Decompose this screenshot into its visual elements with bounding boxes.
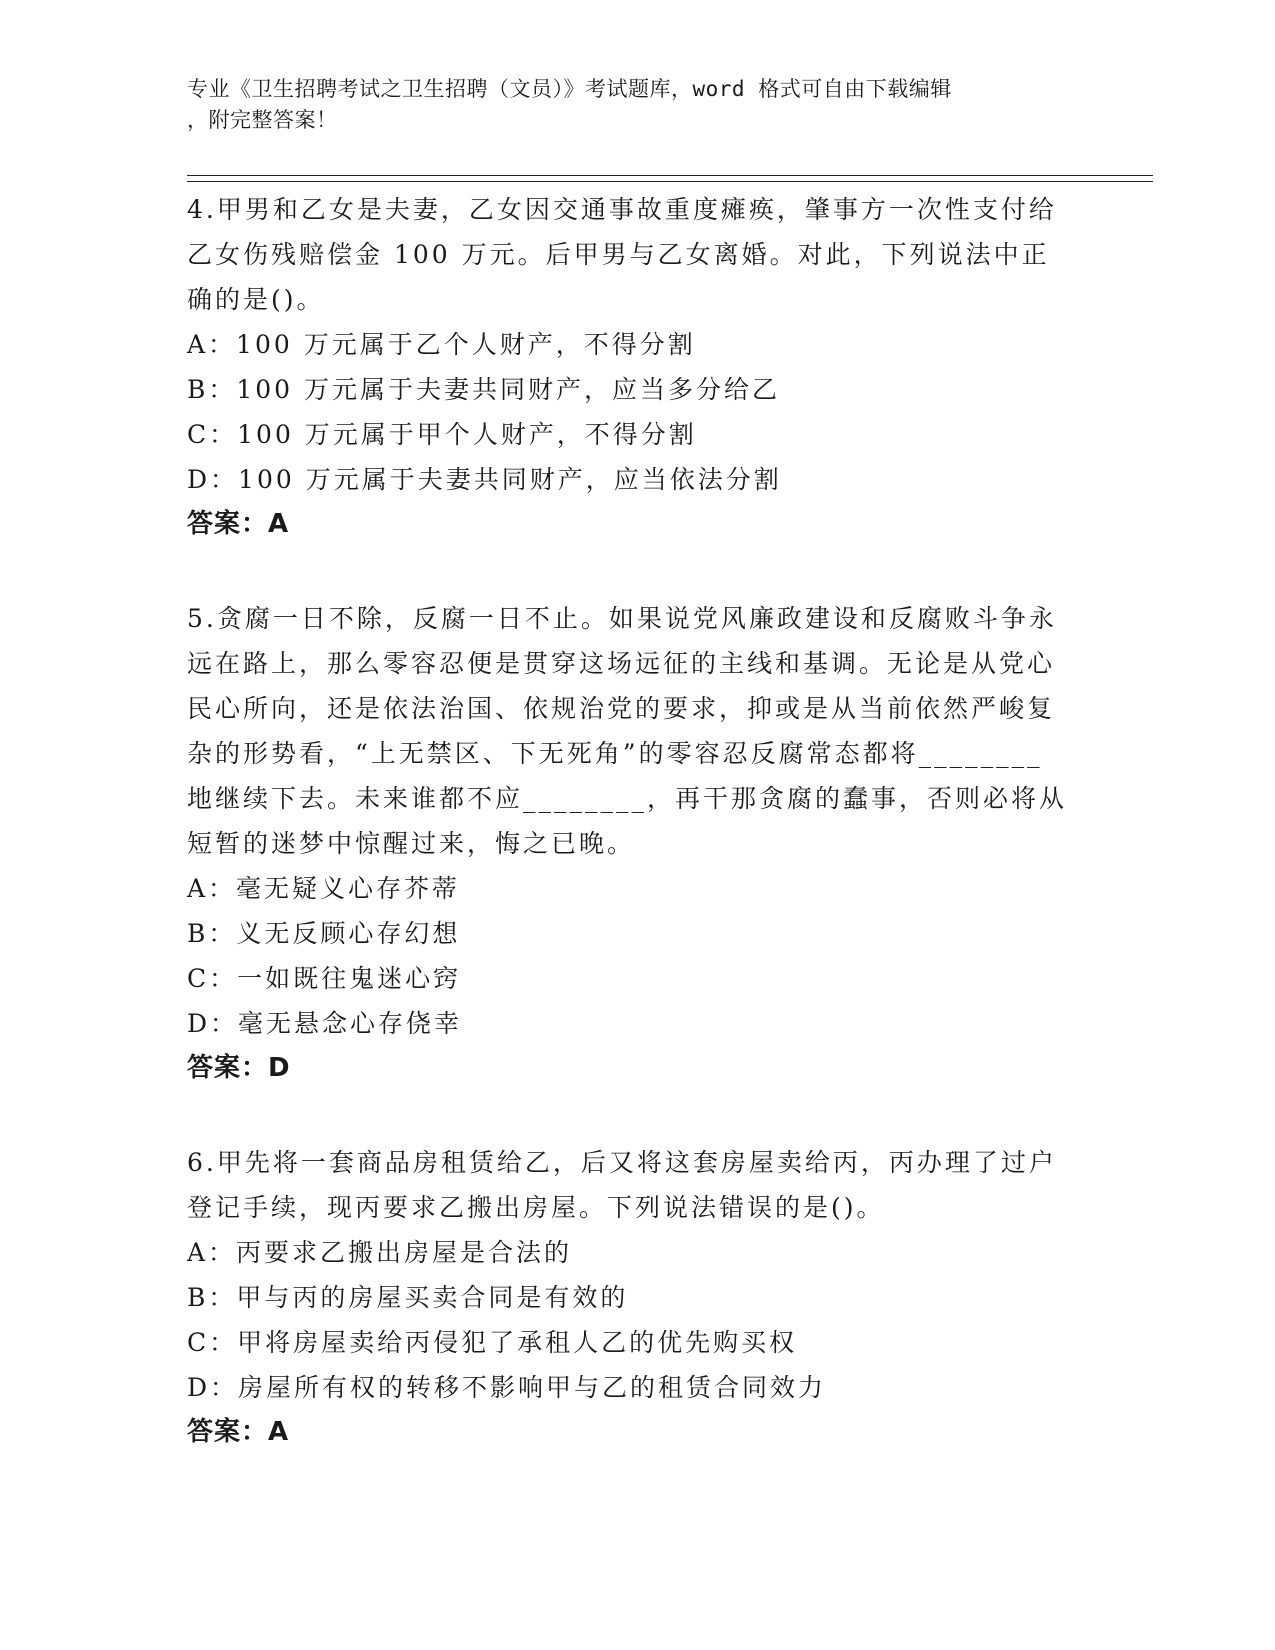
option-a: A：100 万元属于乙个人财产，不得分割 [187,330,696,359]
option-c: C：甲将房屋卖给丙侵犯了承租人乙的优先购买权 [187,1328,798,1357]
question-stem: 5.贪腐一日不除，反腐一日不止。如果说党风廉政建设和反腐败斗争永远在路上，那么零容忍便是贯穿这场远征的主线和基调。无论是从党心民心所向，还是依法治国、依规治党的要求，抑或是从当前依然严峻复杂的形势看，“上无禁区、下无死角”的零容忍反腐常态都将________地继续下去。未来谁都不应________，再干那贪腐的蠢事，否则必将从短暂的迷梦中惊醒过来，悔之已晚。 [187,604,1068,858]
option-d: D：房屋所有权的转移不影响甲与乙的租赁合同效力 [187,1373,827,1402]
answer-label: 答案：A [187,1417,290,1447]
option-c: C：100 万元属于甲个人财产，不得分割 [187,420,697,449]
option-d: D：毫无悬念心存侥幸 [187,1009,463,1038]
answer-label: 答案：A [187,509,290,539]
header-line-1: 专业《卫生招聘考试之卫生招聘（文员）》考试题库，word 格式可自由下载编辑 [187,77,952,101]
option-b: B：义无反顾心存幻想 [187,919,461,948]
question-stem: 4.甲男和乙女是夫妻，乙女因交通事故重度瘫痪，肇事方一次性支付给乙女伤残赔偿金 100 万元。后甲男与乙女离婚。对此，下列说法中正确的是()。 [187,195,1057,314]
question-5 [187,596,1067,1091]
question-4 [187,187,1067,547]
header-divider-top [187,175,1153,176]
option-b: B：100 万元属于夫妻共同财产，应当多分给乙 [187,375,781,404]
header-line-2: ，附完整答案！ [187,108,338,132]
option-a: A：丙要求乙搬出房屋是合法的 [187,1238,573,1267]
document-header [187,74,1067,136]
answer-label: 答案：D [187,1053,291,1083]
option-c: C：一如既往鬼迷心窍 [187,964,462,993]
question-6 [187,1140,1067,1455]
option-b: B：甲与丙的房屋买卖合同是有效的 [187,1283,629,1312]
option-a: A：毫无疑义心存芥蒂 [187,874,461,903]
header-divider-bottom [187,181,1153,182]
option-d: D：100 万元属于夫妻共同财产，应当依法分割 [187,465,782,494]
question-stem: 6.甲先将一套商品房租赁给乙，后又将这套房屋卖给丙，丙办理了过户登记手续，现丙要求乙搬出房屋。下列说法错误的是()。 [187,1148,1057,1222]
